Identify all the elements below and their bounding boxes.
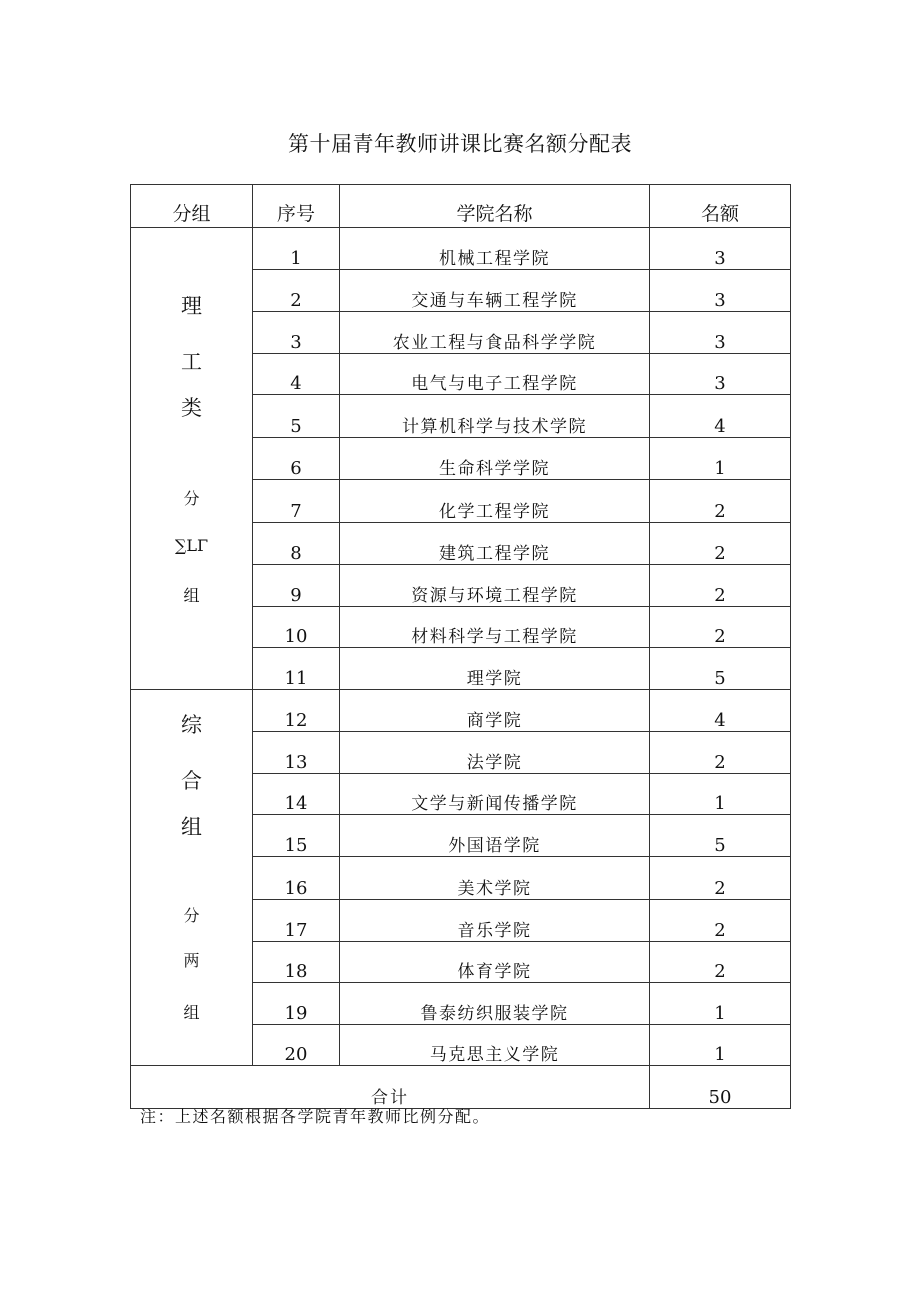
quota-cell: 2	[650, 857, 791, 899]
index-cell: 2	[253, 270, 340, 312]
quota-cell: 1	[650, 982, 791, 1024]
quota-cell: 2	[650, 899, 791, 941]
college-cell: 马克思主义学院	[340, 1024, 650, 1065]
index-cell: 12	[253, 690, 340, 732]
index-cell: 15	[253, 815, 340, 857]
college-cell: 商学院	[340, 690, 650, 732]
college-cell: 美术学院	[340, 857, 650, 899]
quota-cell: 2	[650, 564, 791, 606]
quota-cell: 3	[650, 354, 791, 395]
quota-cell: 5	[650, 815, 791, 857]
quota-cell: 3	[650, 312, 791, 354]
college-cell: 鲁泰纺织服装学院	[340, 982, 650, 1024]
group-label-char: 类	[181, 396, 202, 420]
college-cell: 农业工程与食品科学学院	[340, 312, 650, 354]
index-cell: 17	[253, 899, 340, 941]
index-cell: 18	[253, 941, 340, 982]
quota-cell: 1	[650, 774, 791, 815]
group-label-char: 两	[183, 951, 200, 970]
college-cell: 建筑工程学院	[340, 522, 650, 564]
index-cell: 8	[253, 522, 340, 564]
group-label-char: 分	[183, 906, 200, 925]
group-label-char: 工	[181, 350, 202, 374]
index-cell: 9	[253, 564, 340, 606]
index-cell: 16	[253, 857, 340, 899]
college-cell: 文学与新闻传播学院	[340, 774, 650, 815]
quota-cell: 3	[650, 228, 791, 270]
quota-cell: 3	[650, 270, 791, 312]
college-cell: 计算机科学与技术学院	[340, 395, 650, 438]
group-label-char: 组	[181, 815, 202, 839]
index-cell: 14	[253, 774, 340, 815]
header-college: 学院名称	[340, 185, 650, 228]
college-cell: 材料科学与工程学院	[340, 606, 650, 647]
table-row	[131, 690, 791, 732]
page-title: 第十届青年教师讲课比赛名额分配表	[288, 132, 632, 156]
quota-cell: 5	[650, 647, 791, 689]
quota-table	[130, 184, 791, 1109]
group-label-char: 分	[183, 489, 200, 508]
table-body	[131, 228, 791, 1066]
group-label-char: ∑LΓ	[174, 536, 209, 555]
group-cell-2	[131, 690, 253, 1066]
group-label-char: 组	[183, 1003, 200, 1022]
college-cell: 音乐学院	[340, 899, 650, 941]
header-index: 序号	[253, 185, 340, 228]
index-cell: 10	[253, 606, 340, 647]
quota-cell: 2	[650, 732, 791, 774]
index-cell: 6	[253, 438, 340, 480]
index-cell: 5	[253, 395, 340, 438]
total-value: 50	[650, 1066, 791, 1109]
quota-cell: 2	[650, 941, 791, 982]
college-cell: 体育学院	[340, 941, 650, 982]
index-cell: 11	[253, 647, 340, 689]
college-cell: 生命科学学院	[340, 438, 650, 480]
index-cell: 19	[253, 982, 340, 1024]
header-quota: 名额	[650, 185, 791, 228]
quota-cell: 1	[650, 438, 791, 480]
total-row	[131, 1066, 791, 1109]
quota-cell: 2	[650, 606, 791, 647]
college-cell: 电气与电子工程学院	[340, 354, 650, 395]
college-cell: 机械工程学院	[340, 228, 650, 270]
quota-cell: 1	[650, 1024, 791, 1065]
footnote: 注：上述名额根据各学院青年教师比例分配。	[140, 1107, 491, 1126]
college-cell: 外国语学院	[340, 815, 650, 857]
college-cell: 理学院	[340, 647, 650, 689]
group-label-char: 合	[181, 769, 202, 793]
group-cell-1	[131, 228, 253, 690]
index-cell: 20	[253, 1024, 340, 1065]
group-label-char: 理	[181, 294, 202, 318]
table-row	[131, 228, 791, 270]
index-cell: 4	[253, 354, 340, 395]
group-label-char: 组	[183, 586, 200, 605]
college-cell: 交通与车辆工程学院	[340, 270, 650, 312]
index-cell: 3	[253, 312, 340, 354]
table-header-row	[131, 185, 791, 228]
college-cell: 资源与环境工程学院	[340, 564, 650, 606]
quota-cell: 2	[650, 522, 791, 564]
total-label: 合计	[131, 1066, 650, 1109]
quota-cell: 4	[650, 395, 791, 438]
college-cell: 法学院	[340, 732, 650, 774]
quota-cell: 4	[650, 690, 791, 732]
index-cell: 7	[253, 480, 340, 522]
index-cell: 1	[253, 228, 340, 270]
college-cell: 化学工程学院	[340, 480, 650, 522]
index-cell: 13	[253, 732, 340, 774]
group-label-char: 综	[181, 713, 202, 737]
quota-cell: 2	[650, 480, 791, 522]
header-group: 分组	[131, 185, 253, 228]
